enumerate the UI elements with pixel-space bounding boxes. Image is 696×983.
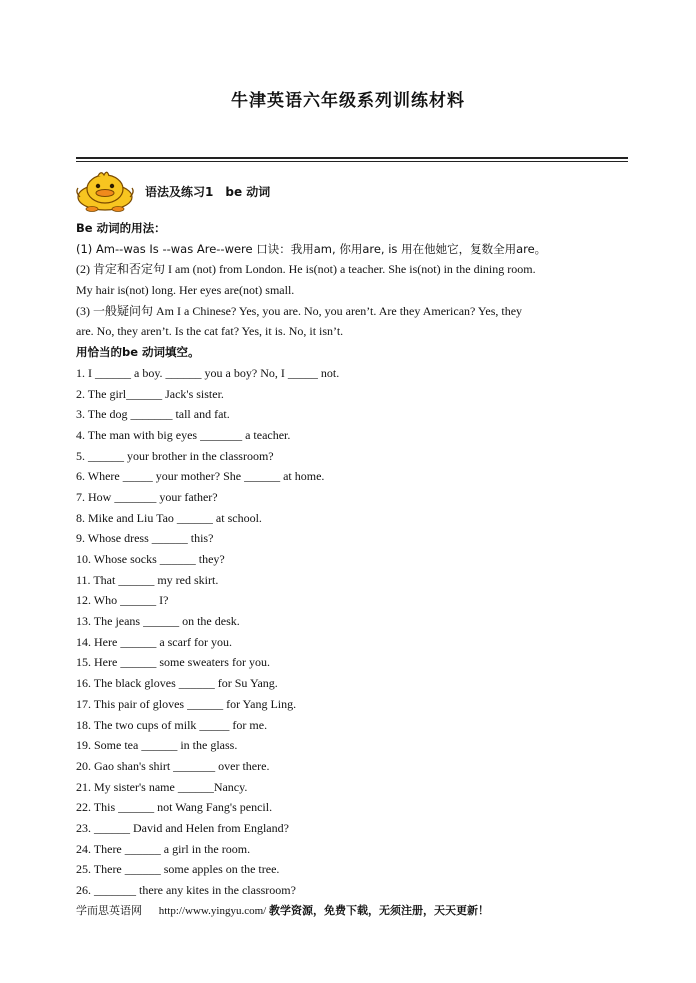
page-title: 牛津英语六年级系列训练材料 [231,91,465,111]
exercise-item: 25. There ______ some apples on the tree. [76,862,280,877]
exercise-item: 20. Gao shan's shirt _______ over there. [76,758,270,773]
header-divider-thin [76,161,628,162]
exercise-item: 23. ______ David and Helen from England? [76,820,289,835]
exercise-item: 17. This pair of gloves ______ for Yang Ling. [76,696,297,711]
footer-site-name: 学而思英语网 [76,904,142,917]
section-heading: 语法及练习1 be 动词 [145,185,271,199]
usage-heading: Be 动词的用法： [76,221,166,235]
footer-slogan: 教学资源，免费下载，无须注册，天天更新！ [268,904,489,917]
exercise-item: 13. The jeans ______ on the desk. [76,614,240,629]
exercise-item: 15. Here ______ some sweaters for you. [76,655,270,670]
chick-mascot-icon [74,170,136,212]
worksheet-body [76,218,632,901]
exercise-item: 6. Where _____ your mother? She ______ at home. [76,469,325,484]
usage-rule-3-line-2: are. No, they aren’t. Is the cat fat? Yes, it is. No, it isn’t. [76,324,344,339]
exercise-item: 1. I ______ a boy. ______ you a boy? No, I _____ not. [76,365,340,380]
exercise-item: 7. How _______ your father? [76,489,218,504]
exercise-item: 18. The two cups of milk _____ for me. [76,717,268,732]
usage-rule-2-line-2: My hair is(not) long. Her eyes are(not) small. [76,283,295,298]
page-footer [76,902,489,918]
exercise-item: 5. ______ your brother in the classroom? [76,448,274,463]
exercise-item: 19. Some tea ______ in the glass. [76,738,238,753]
exercise-item: 3. The dog _______ tall and fat. [76,407,230,422]
usage-rule-3-line-1: (3) 一般疑问句 Am I a Chinese? Yes, you are. No, you aren’t. Are they American? Yes, they [76,303,523,318]
exercise-item: 16. The black gloves ______ for Su Yang. [76,676,278,691]
footer-url-link[interactable]: http://www.yingyu.com/ [158,905,267,917]
usage-rule-1: (1) Am--was Is --was Are--were 口诀：我用am, 你用are, is 用在他她它，复数全用are。 [76,241,547,256]
exercise-item: 21. My sister's name ______Nancy. [76,779,248,794]
header-divider-thick [76,157,628,159]
exercise-item: 24. There ______ a girl in the room. [76,841,251,856]
exercise-instruction: 用恰当的be 动词填空。 [76,345,200,360]
exercise-item: 8. Mike and Liu Tao ______ at school. [76,510,262,525]
usage-rule-2-line-1: (2) 肯定和否定句 I am (not) from London. He is(not) a teacher. She is(not) in the dining room. [76,262,536,277]
exercise-item: 4. The man with big eyes _______ a teacher. [76,427,291,442]
exercise-item: 14. Here ______ a scarf for you. [76,634,232,649]
exercise-item: 11. That ______ my red skirt. [76,572,219,587]
exercise-item: 10. Whose socks ______ they? [76,552,225,566]
exercise-item: 26. _______ there any kites in the classroom? [76,883,296,897]
exercise-item: 22. This ______ not Wang Fang's pencil. [76,800,273,815]
exercise-item: 2. The girl______ Jack's sister. [76,386,224,401]
exercise-item: 9. Whose dress ______ this? [76,531,214,546]
exercise-item: 12. Who ______ I? [76,593,169,608]
